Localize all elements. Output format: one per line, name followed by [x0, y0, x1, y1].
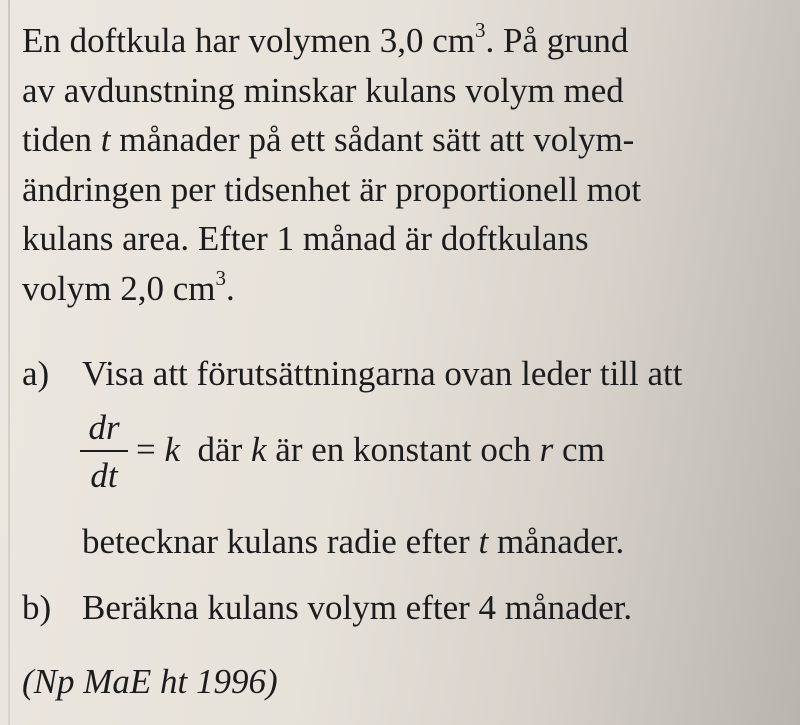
problem-line-1: En doftkula har volymen 3,0 $cm^3$. På grund [22, 18, 629, 60]
problem-line-3: tiden t månader på ett sådant sätt att volym- [22, 120, 635, 159]
derivative-fraction [80, 410, 128, 494]
part-a-continuation: betecknar kulans radie efter t månader. [82, 522, 625, 561]
problem-statement [22, 16, 800, 313]
fraction-bar [80, 450, 128, 452]
margin-rule [8, 0, 10, 725]
part-a-marker: a) [22, 354, 50, 393]
equation-text: = k där k är en konstant och r cm [136, 430, 605, 469]
part-b-text: Beräkna kulans volym efter 4 månader. [82, 588, 633, 627]
fraction-denominator: dt [90, 456, 118, 495]
part-b [22, 586, 632, 630]
problem-line-4: ändringen per tidsenhet är proportionell mot [22, 169, 642, 209]
source-reference: (Np MaE ht 1996) [22, 662, 278, 701]
problem-line-2: av avdunstning minskar kulans volym med [22, 70, 624, 110]
part-a-text: Visa att förutsättningarna ovan leder till att [82, 354, 683, 393]
part-a-heading [22, 352, 683, 396]
part-b-marker: b) [22, 588, 52, 627]
problem-line-5: kulans area. Efter 1 månad är doftkulans [22, 219, 589, 258]
problem-line-6: volym 2,0 $cm^3$. [22, 265, 235, 308]
fraction-numerator: dr [88, 408, 120, 447]
